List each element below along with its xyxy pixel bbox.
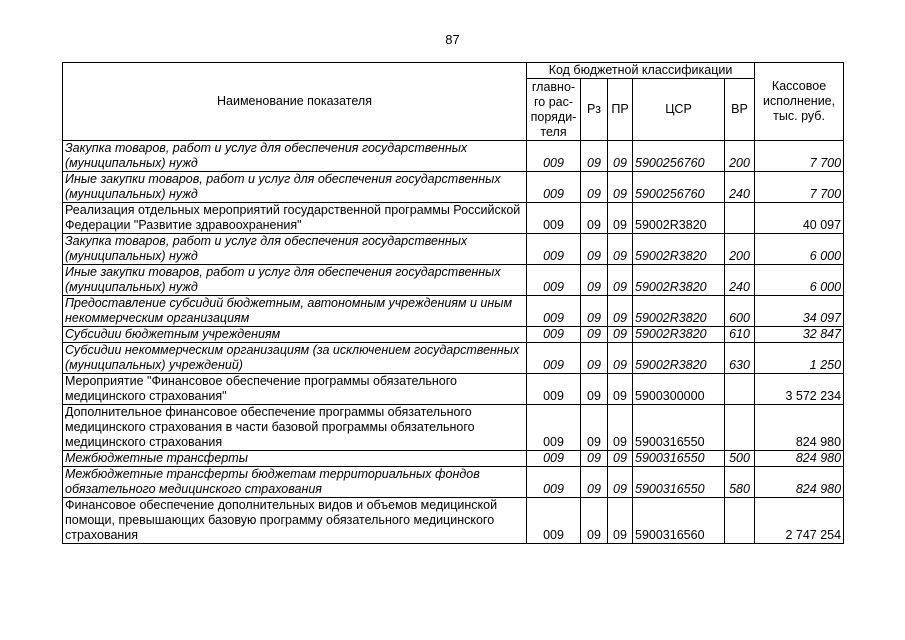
header-name: Наименование показателя <box>63 63 527 141</box>
row-target-article-code: 5900316550 <box>633 451 725 467</box>
row-section-code: 09 <box>581 405 608 451</box>
row-main-manager-code: 009 <box>527 172 581 203</box>
row-subsection-code: 09 <box>608 203 633 234</box>
row-subsection-code: 09 <box>608 451 633 467</box>
row-name: Закупка товаров, работ и услуг для обеспечения государственных (муниципальных) нужд <box>63 234 527 265</box>
row-main-manager-code: 009 <box>527 234 581 265</box>
row-expense-type-code: 610 <box>725 327 755 343</box>
row-target-article-code: 59002R3820 <box>633 234 725 265</box>
table-row <box>63 343 844 374</box>
header-cash-execution: Кассовое исполнение, тыс. руб. <box>755 63 844 141</box>
header-subsection: ПР <box>608 79 633 141</box>
table-row <box>63 296 844 327</box>
row-name: Межбюджетные трансферты <box>63 451 527 467</box>
row-name: Финансовое обеспечение дополнительных видов и объемов медицинской помощи, превышающих базовую программу обязательного медицинского страхования <box>63 498 527 544</box>
row-main-manager-code: 009 <box>527 498 581 544</box>
row-amount: 3 572 234 <box>755 374 844 405</box>
row-amount: 2 747 254 <box>755 498 844 544</box>
row-subsection-code: 09 <box>608 296 633 327</box>
row-expense-type-code <box>725 374 755 405</box>
table-row <box>63 234 844 265</box>
row-name: Предоставление субсидий бюджетным, автономным учреждениям и иным некоммерческим организациям <box>63 296 527 327</box>
row-target-article-code: 5900256760 <box>633 141 725 172</box>
row-amount: 7 700 <box>755 172 844 203</box>
table-row <box>63 203 844 234</box>
row-subsection-code: 09 <box>608 498 633 544</box>
row-amount: 6 000 <box>755 234 844 265</box>
row-name: Субсидии бюджетным учреждениям <box>63 327 527 343</box>
row-main-manager-code: 009 <box>527 374 581 405</box>
row-main-manager-code: 009 <box>527 265 581 296</box>
row-amount: 40 097 <box>755 203 844 234</box>
row-section-code: 09 <box>581 343 608 374</box>
row-subsection-code: 09 <box>608 327 633 343</box>
header-section: Рз <box>581 79 608 141</box>
row-section-code: 09 <box>581 265 608 296</box>
row-expense-type-code <box>725 405 755 451</box>
row-expense-type-code: 200 <box>725 141 755 172</box>
row-target-article-code: 5900316550 <box>633 405 725 451</box>
row-target-article-code: 59002R3820 <box>633 203 725 234</box>
row-expense-type-code: 600 <box>725 296 755 327</box>
row-main-manager-code: 009 <box>527 343 581 374</box>
budget-table <box>62 62 844 544</box>
table-row <box>63 467 844 498</box>
table-row <box>63 172 844 203</box>
row-target-article-code: 5900256760 <box>633 172 725 203</box>
row-target-article-code: 59002R3820 <box>633 343 725 374</box>
row-section-code: 09 <box>581 172 608 203</box>
row-subsection-code: 09 <box>608 141 633 172</box>
row-target-article-code: 5900316550 <box>633 467 725 498</box>
row-section-code: 09 <box>581 498 608 544</box>
row-amount: 34 097 <box>755 296 844 327</box>
row-expense-type-code <box>725 498 755 544</box>
row-main-manager-code: 009 <box>527 141 581 172</box>
row-section-code: 09 <box>581 467 608 498</box>
row-main-manager-code: 009 <box>527 405 581 451</box>
row-subsection-code: 09 <box>608 265 633 296</box>
row-expense-type-code: 580 <box>725 467 755 498</box>
row-target-article-code: 59002R3820 <box>633 265 725 296</box>
table-body <box>63 141 844 544</box>
row-target-article-code: 5900300000 <box>633 374 725 405</box>
row-section-code: 09 <box>581 141 608 172</box>
row-name: Дополнительное финансовое обеспечение программы обязательного медицинского страхования в части базовой программы обязательного медицинского страхования <box>63 405 527 451</box>
row-target-article-code: 59002R3820 <box>633 296 725 327</box>
row-section-code: 09 <box>581 374 608 405</box>
row-amount: 7 700 <box>755 141 844 172</box>
row-subsection-code: 09 <box>608 172 633 203</box>
row-expense-type-code: 240 <box>725 265 755 296</box>
row-amount: 1 250 <box>755 343 844 374</box>
table-row <box>63 141 844 172</box>
row-expense-type-code: 500 <box>725 451 755 467</box>
header-classification-code: Код бюджетной классификации <box>527 63 755 79</box>
row-name: Мероприятие "Финансовое обеспечение программы обязательного медицинского страхования" <box>63 374 527 405</box>
row-name: Иные закупки товаров, работ и услуг для обеспечения государственных (муниципальных) нужд <box>63 172 527 203</box>
row-section-code: 09 <box>581 234 608 265</box>
row-section-code: 09 <box>581 203 608 234</box>
row-name: Реализация отдельных мероприятий государственной программы Российской Федерации "Развитие здравоохранения" <box>63 203 527 234</box>
header-target-article: ЦСР <box>633 79 725 141</box>
row-expense-type-code: 240 <box>725 172 755 203</box>
row-name: Межбюджетные трансферты бюджетам территориальных фондов обязательного медицинского страхования <box>63 467 527 498</box>
row-main-manager-code: 009 <box>527 203 581 234</box>
row-subsection-code: 09 <box>608 405 633 451</box>
row-expense-type-code: 200 <box>725 234 755 265</box>
row-section-code: 09 <box>581 451 608 467</box>
table-row <box>63 374 844 405</box>
row-subsection-code: 09 <box>608 374 633 405</box>
row-expense-type-code: 630 <box>725 343 755 374</box>
row-amount: 824 980 <box>755 451 844 467</box>
row-main-manager-code: 009 <box>527 327 581 343</box>
row-section-code: 09 <box>581 327 608 343</box>
table-row <box>63 327 844 343</box>
header-expense-type: ВР <box>725 79 755 141</box>
row-amount: 824 980 <box>755 405 844 451</box>
table-row <box>63 405 844 451</box>
row-target-article-code: 5900316560 <box>633 498 725 544</box>
table-row <box>63 265 844 296</box>
row-amount: 6 000 <box>755 265 844 296</box>
row-name: Закупка товаров, работ и услуг для обеспечения государственных (муниципальных) нужд <box>63 141 527 172</box>
row-name: Иные закупки товаров, работ и услуг для обеспечения государственных (муниципальных) нужд <box>63 265 527 296</box>
table-row <box>63 498 844 544</box>
row-main-manager-code: 009 <box>527 451 581 467</box>
row-main-manager-code: 009 <box>527 467 581 498</box>
row-amount: 32 847 <box>755 327 844 343</box>
row-subsection-code: 09 <box>608 343 633 374</box>
row-amount: 824 980 <box>755 467 844 498</box>
row-target-article-code: 59002R3820 <box>633 327 725 343</box>
row-subsection-code: 09 <box>608 467 633 498</box>
row-expense-type-code <box>725 203 755 234</box>
row-main-manager-code: 009 <box>527 296 581 327</box>
header-main-manager: главно-го рас-поряди-теля <box>527 79 581 141</box>
row-name: Субсидии некоммерческим организациям (за исключением государственных (муниципальных) учреждений) <box>63 343 527 374</box>
row-subsection-code: 09 <box>608 234 633 265</box>
table-row <box>63 451 844 467</box>
row-section-code: 09 <box>581 296 608 327</box>
page-number: 87 <box>445 32 460 47</box>
